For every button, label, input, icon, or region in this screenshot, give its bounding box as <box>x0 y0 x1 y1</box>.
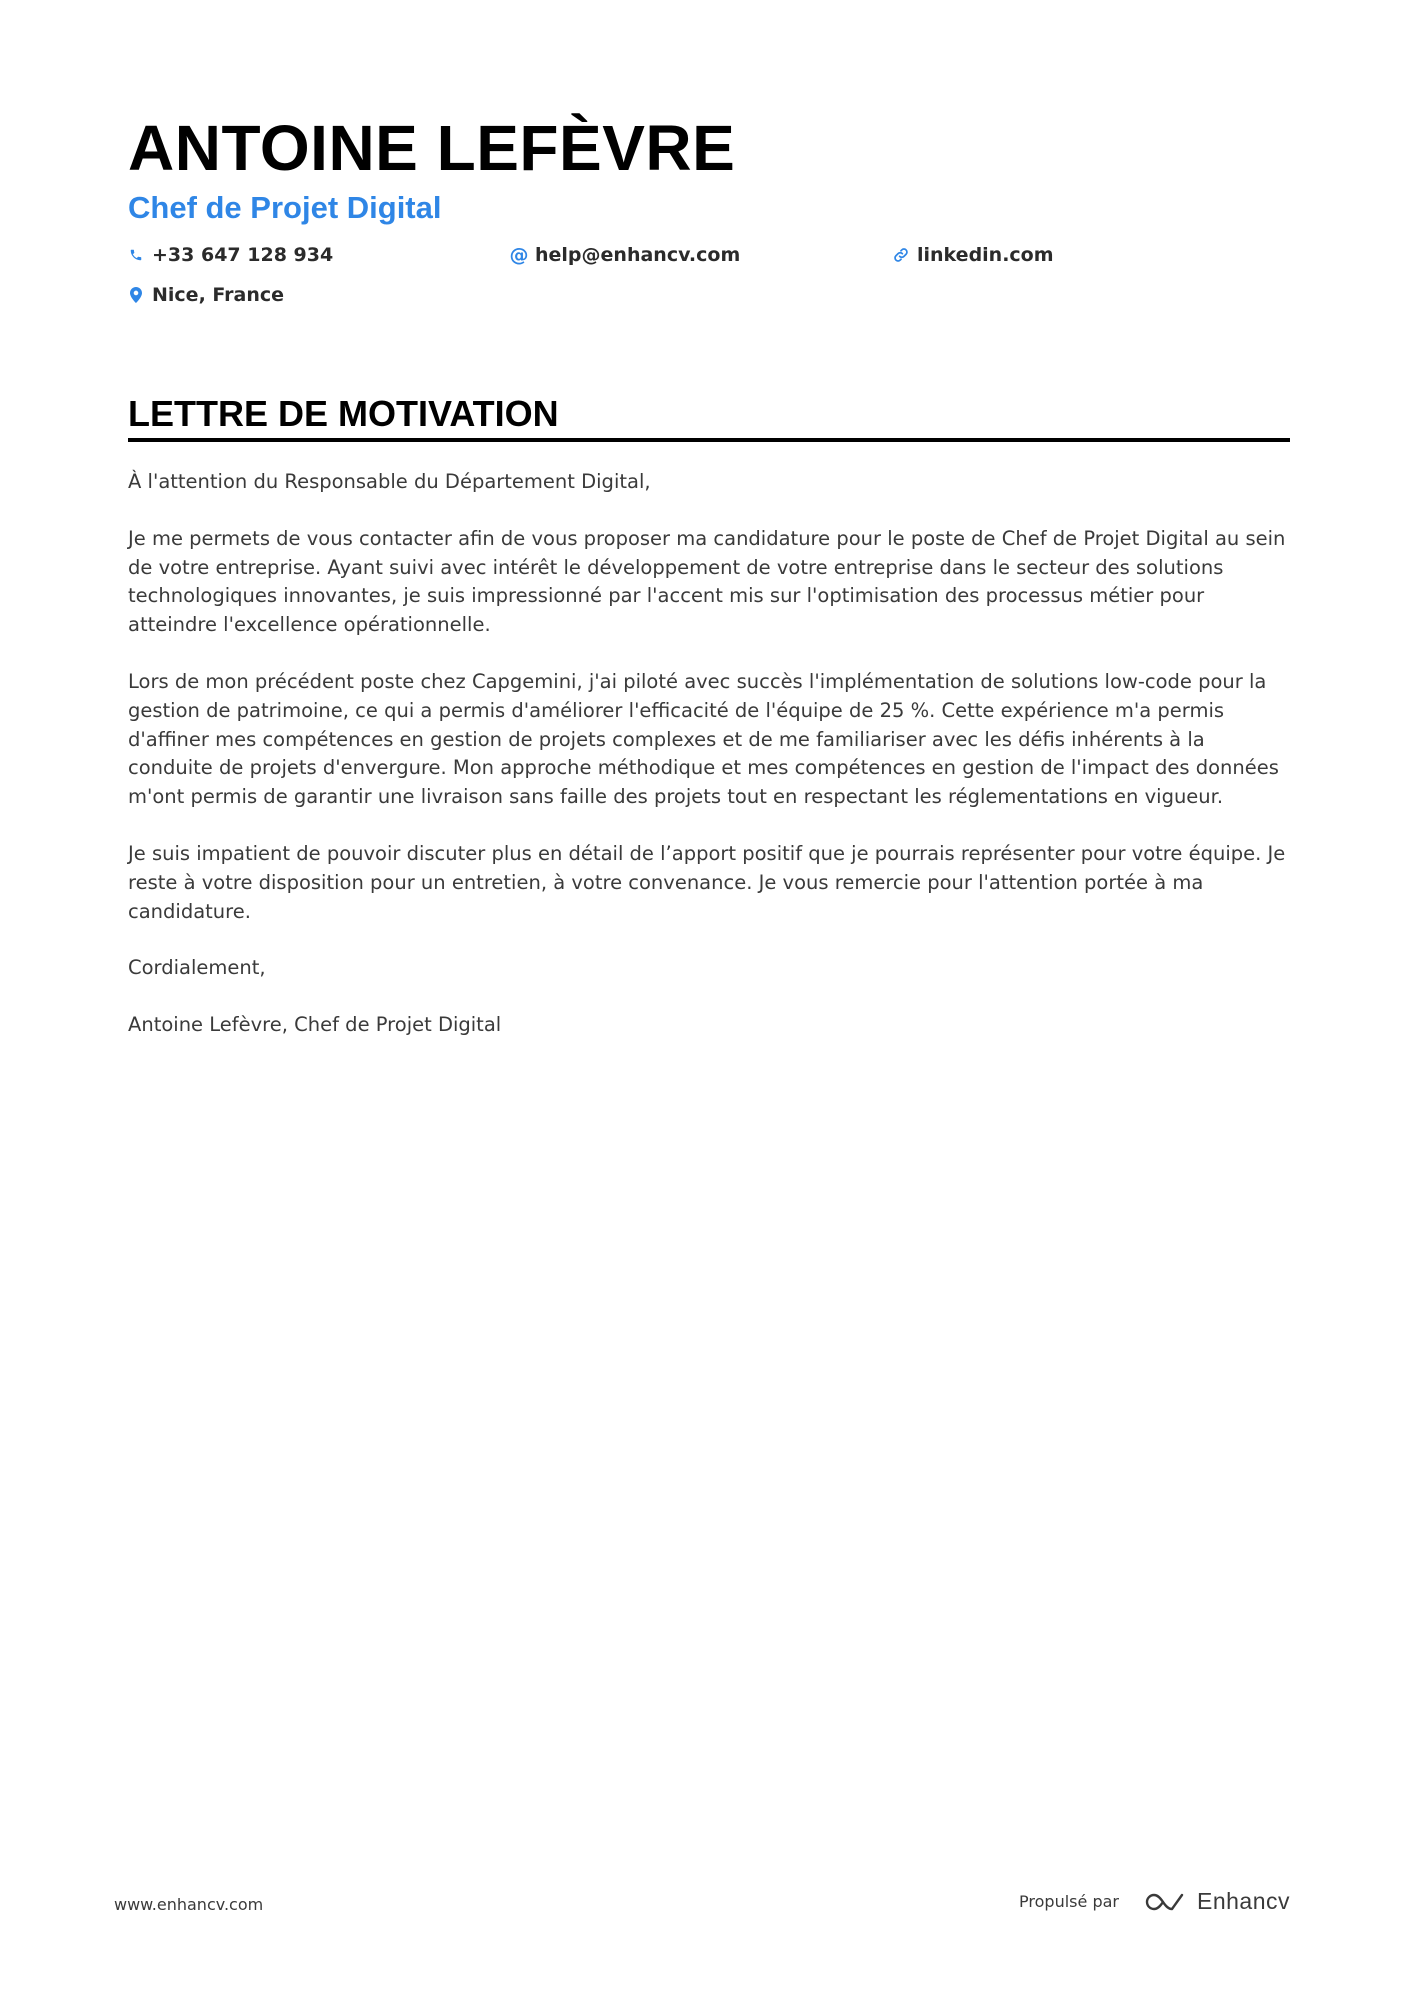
contact-website <box>893 243 1054 267</box>
letter-greeting: À l'attention du Responsable du Département Digital, <box>128 470 651 493</box>
candidate-name: ANTOINE LEFÈVRE <box>128 112 736 184</box>
contact-location <box>128 283 284 307</box>
letter-paragraph-3: Je suis impatient de pouvoir discuter plus en détail de l’apport positif que je pourrais représenter pour votre équipe. Je reste à votre disposition pour un entretien, à votre convenance. Je vous remercie pour l'attention portée à ma candidature. <box>128 841 1286 923</box>
phone-text: +33 647 128 934 <box>152 244 334 266</box>
at-icon: @ <box>509 244 529 266</box>
location-text: Nice, France <box>152 284 285 306</box>
letter-paragraph-2: Lors de mon précédent poste chez Capgemini, j'ai piloté avec succès l'implémentation de solutions low-code pour la gestion de patrimoine, ce qui a permis d'améliorer l'efficacité de l'équipe de 25 %. Cette expérience m'a permis d'affiner mes compétences en gestion de projets complexes et de me familiariser avec les défis inhérents à la conduite de projets d'envergure. Mon approche méthodique et mes compétences en gestion de l'impact des données m'ont permis de garantir une livraison sans faille des projets tout en respectant les réglementations en vigueur. <box>128 669 1279 809</box>
brand-name: Enhancv <box>1196 1888 1290 1914</box>
letter-paragraph-1: Je me permets de vous contacter afin de vous proposer ma candidature pour le poste de Chef de Projet Digital au sein de votre entreprise. Ayant suivi avec intérêt le développement de votre entreprise dans le secteur des solutions technologiques innovantes, je suis impressionné par l'accent mis sur l'optimisation des processus métier pour atteindre l'excellence opérationnelle. <box>128 526 1286 637</box>
enhancv-logo-icon <box>1141 1890 1187 1914</box>
letter-closing: Cordialement, <box>128 956 266 980</box>
candidate-role: Chef de Projet Digital <box>128 190 442 225</box>
section-divider <box>128 438 1290 442</box>
website-text: linkedin.com <box>917 244 1054 266</box>
map-pin-icon <box>128 286 144 304</box>
contact-phone <box>128 243 333 267</box>
section-title: LETTRE DE MOTIVATION <box>128 393 559 434</box>
powered-by-label: Propulsé par <box>1019 1892 1119 1911</box>
letter-body <box>128 468 1293 1068</box>
email-text: help@enhancv.com <box>535 244 741 266</box>
powered-by <box>1019 1888 1290 1915</box>
phone-icon <box>128 246 144 264</box>
footer-url[interactable]: www.enhancv.com <box>114 1895 264 1914</box>
contact-email <box>511 243 740 267</box>
letter-signature: Antoine Lefèvre, Chef de Projet Digital <box>128 1013 502 1037</box>
brand-logo <box>1141 1888 1290 1915</box>
link-icon <box>893 246 909 264</box>
